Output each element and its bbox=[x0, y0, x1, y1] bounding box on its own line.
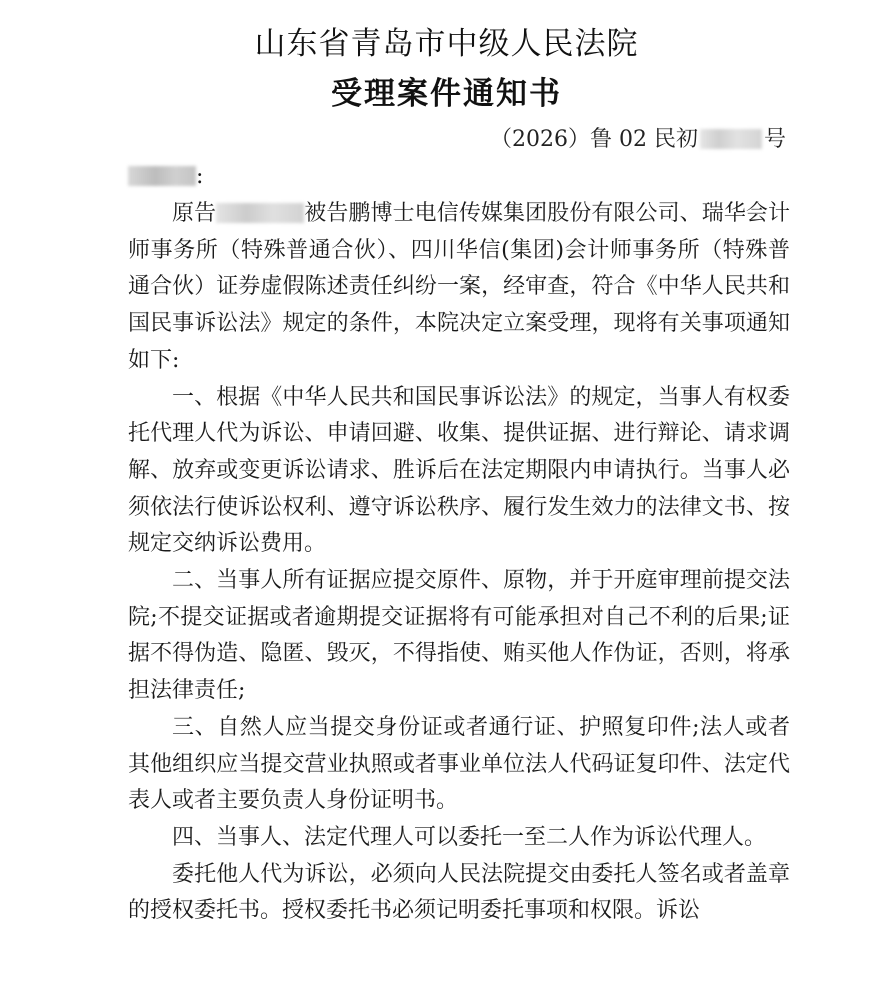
document-title: 受理案件通知书 bbox=[331, 76, 562, 112]
paragraph-power-of-attorney: 委托他人代为诉讼，必须向人民法院提交由委托人签名或者盖章的授权委托书。授权委托书必须记明委托事项和权限。诉讼 bbox=[128, 861, 790, 924]
redacted-case-digits bbox=[700, 129, 762, 149]
case-number-prefix: （2026）鲁 02 民初 bbox=[490, 127, 698, 152]
paragraph-rights: 一、根据《中华人民共和国民事诉讼法》的规定，当事人有权委托代理人代为诉讼、申请回避、收集、提供证据、进行辩论、请求调解、放弃或变更诉讼请求、胜诉后在法定期限内申请执行。当事人必须依法行使诉讼权利、遵守诉讼秩序、履行发生效力的法律文书、按规定交纳诉讼费用。 bbox=[128, 384, 790, 557]
case-number-suffix: 号 bbox=[763, 127, 786, 152]
case-number bbox=[490, 122, 786, 153]
notice-body bbox=[128, 196, 790, 930]
paragraph-evidence: 二、当事人所有证据应提交原件、原物，并于开庭审理前提交法院;不提交证据或者逾期提交证据将有可能承担对自己不利的后果;证据不得伪造、隐匿、毁灭，不得指使、贿买他人作伪证，否则，将承担法律责任; bbox=[128, 568, 790, 704]
case-intro-text: 被告鹏博士电信传媒集团股份有限公司、瑞华会计师事务所（特殊普通合伙）、四川华信(集团)会计师事务所（特殊普通合伙）证券虚假陈述责任纠纷一案，经审查，符合《中华人民共和国民事诉讼法》规定的条件，本院决定立案受理，现将有关事项通知如下: bbox=[128, 201, 790, 373]
recipient-colon: : bbox=[196, 164, 204, 189]
paragraph-agents: 四、当事人、法定代理人可以委托一至二人作为诉讼代理人。 bbox=[172, 824, 767, 850]
paragraph-case-intro bbox=[128, 196, 790, 380]
recipient-line bbox=[128, 164, 203, 189]
redacted-recipient-name bbox=[128, 166, 196, 186]
paragraph-identity-documents: 三、自然人应当提交身份证或者通行证、护照复印件;法人或者其他组织应当提交营业执照或者事业单位法人代码证复印件、法定代表人或者主要负责人身份证明书。 bbox=[128, 714, 790, 814]
redacted-plaintiff-name bbox=[216, 203, 304, 223]
court-name: 山东省青岛市中级人民法院 bbox=[254, 26, 639, 62]
plaintiff-label: 原告 bbox=[172, 201, 217, 226]
